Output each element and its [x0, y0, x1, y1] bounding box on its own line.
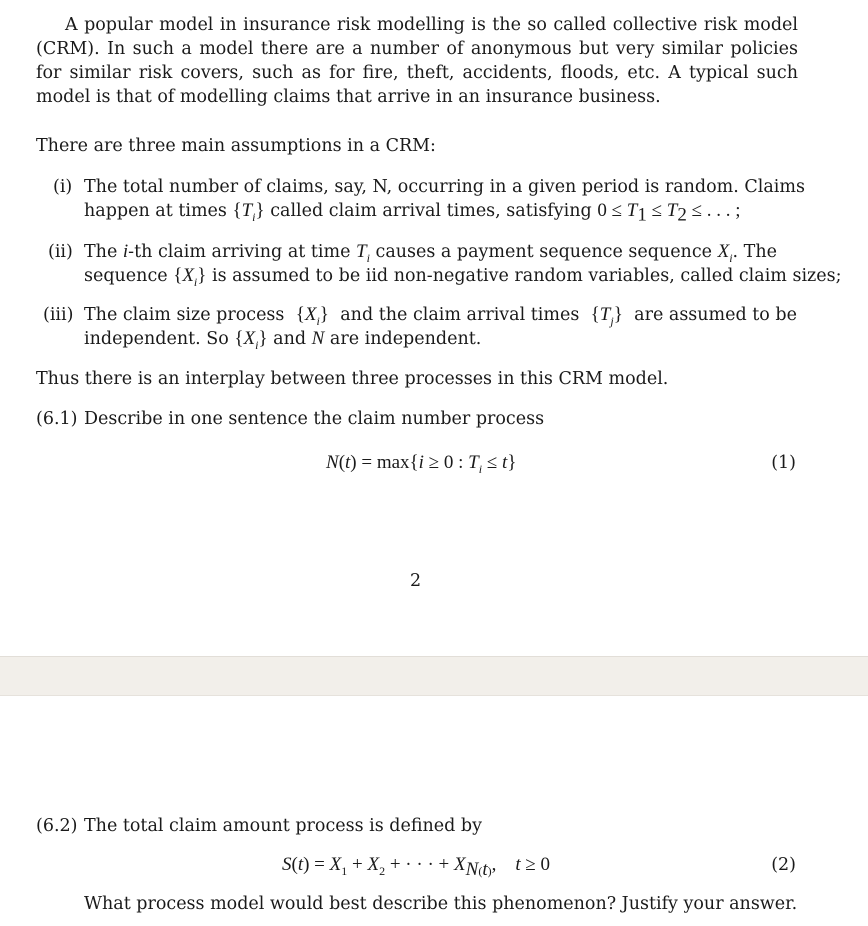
page-number: 2: [410, 571, 422, 591]
assumption-label: (i): [53, 177, 73, 197]
assumption-text: The claim size process $\{X_i\}$ and the claim arrival times $\{T_j\}$ are assumed to be: [84, 304, 797, 328]
equation-1-number: (1): [771, 453, 796, 473]
question-6-2-label: (6.2): [36, 816, 78, 836]
page-3: [0, 696, 868, 926]
equation-2: $S(t) = X_1 + X_2$ + · · · + $X_{N(t)}$, t ≥ 0: [282, 854, 551, 880]
equation-2-number: (2): [771, 855, 796, 875]
assumption-text-line2: happen at times $\{T_i\}$ called claim arrival times, satisfying $0 \le T_1 \le T_2$ ≤ . . . ;: [84, 200, 741, 226]
assumption-text: The i-th claim arriving at time $T_i$ causes a payment sequence sequence $X_i$. The: [84, 241, 777, 265]
assumption-label: (ii): [48, 242, 73, 262]
assumption-text-line2: independent. So $\{X_i\}$ and N are independent.: [84, 328, 482, 352]
question-6-1-text: Describe in one sentence the claim number process: [84, 409, 545, 429]
assumption-text: The total number of claims, say, N, occurring in a given period is random. Claims: [84, 177, 805, 197]
question-6-2-text: The total claim amount process is defined by: [84, 816, 482, 836]
question-6-2-prompt: What process model would best describe this phenomenon? Justify your answer.: [84, 894, 798, 914]
equation-1: N(t) = max{i ≥ 0 : $T_i \le t$}: [326, 452, 517, 476]
interplay-sentence: Thus there is an interplay between three processes in this CRM model.: [36, 369, 669, 389]
assumptions-heading: There are three main assumptions in a CRM:: [36, 136, 436, 156]
question-6-1-label: (6.1): [36, 409, 78, 429]
intro-paragraph: A popular model in insurance risk modelling is the so called collective risk model (CRM). In such a model there are a number of anonymous but very similar policies for similar risk covers, such as for fire, theft, accidents, floods, etc. A typical such model is that of modelling claims that arrive in an insurance business.: [36, 15, 798, 107]
assumption-text-line2: sequence $\{X_i\}$ is assumed to be iid non-negative random variables, called claim sizes;: [84, 265, 842, 289]
assumption-label: (iii): [43, 305, 74, 325]
page-separator: [0, 656, 868, 696]
